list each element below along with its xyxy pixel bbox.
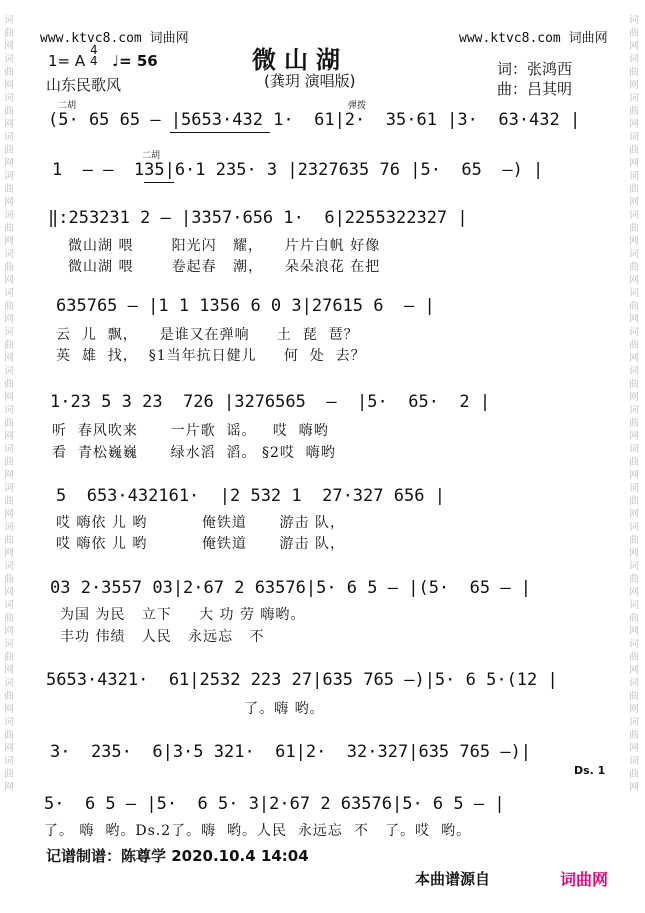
- score-row-7: 03 2·3557 03|2·67 2 63576|5· 6 5 — |(5· 65 — |: [50, 578, 532, 598]
- sidebar-watermark-left: 词曲网词曲网词曲网词曲网词曲网词曲网词曲网词曲网词曲网词曲网词曲网词曲网词曲网词曲网词曲网词曲网词曲网词曲网词曲网词曲网: [4, 15, 14, 793]
- lyrics-row-3-verse-1: 微山湖 喂 阳光闪 耀， 片片白帆 好像: [68, 238, 381, 254]
- time-sig-top: 4: [90, 43, 98, 57]
- mark-erhu-1: 二胡: [58, 101, 77, 111]
- page-subtitle: (龚玥 演唱版): [264, 72, 356, 90]
- lyrics-row-7-verse-2: 丰功 伟绩 人民 永远忘 不: [60, 629, 265, 645]
- lyrics-row-6-verse-1: 哎 嗨依 儿 哟 俺铁道 游击 队，: [56, 515, 346, 531]
- staff-underline-1: [170, 132, 270, 133]
- score-row-9: 3· 235· 6|3·5 321· 61|2· 32·327|635 765 —)|: [50, 742, 532, 762]
- lyrics-row-10: 了。 嗨 哟。Ds.2了。嗨 哟。人民 永远忘 不 了。哎 哟。: [44, 823, 472, 839]
- mark-tanbo: 弹拨: [348, 101, 367, 111]
- composer: 曲：吕其明: [497, 80, 573, 98]
- source-brand[interactable]: 词曲网: [560, 870, 609, 889]
- score-row-1: (5· 65 65 — |5653·432 1· 61|2· 35·61 |3· 63·432 |: [48, 110, 581, 130]
- watermark-left: www.ktvc8.com 词曲网: [40, 31, 189, 46]
- lyrics-row-3-verse-2: 微山湖 喂 卷起春 潮， 朵朵浪花 在把: [68, 259, 381, 275]
- key-signature: [48, 52, 85, 70]
- lyrics-row-5-verse-2: 看 青松巍巍 绿水滔 滔。 §2哎 嗨哟: [52, 445, 336, 461]
- watermark-right: www.ktvc8.com 词曲网: [459, 31, 608, 46]
- lyrics-row-4-verse-1: 云 儿 飘， 是谁又在弹响 土 琵 琶？: [56, 327, 359, 343]
- score-row-5: 1·23 5 3 23 726 |3276565 — |5· 65· 2 |: [50, 392, 491, 412]
- lyrics-row-5-verse-1: 听 春风吹来 一片歌 谣。 哎 嗨哟: [52, 423, 329, 439]
- lyricist: 词：张鸿西: [497, 60, 573, 78]
- score-row-4: 635765 — |1 1 1356 6 0 3|27615 6 — |: [56, 296, 435, 316]
- score-row-10: 5· 6 5 — |5· 6 5· 3|2·67 2 63576|5· 6 5 — |: [44, 794, 505, 814]
- score-row-2: 1 — — 135|6·1 235· 3 |2327635 76 |5· 65 —) |: [52, 160, 544, 180]
- page-title: 微山湖: [252, 45, 348, 74]
- mark-erhu-2: 二胡: [142, 151, 161, 161]
- time-sig-bottom: 4: [90, 54, 98, 68]
- mark-ds1: Ds. 1: [574, 764, 606, 777]
- time-signature: [90, 45, 98, 67]
- lyrics-row-4-verse-2: 英 雄 找， §1当年抗日健儿 何 处 去？: [56, 348, 366, 364]
- lyrics-row-7-verse-1: 为国 为民 立下 大 功 劳 嗨哟。: [60, 607, 306, 623]
- sidebar-watermark-right: 词曲网词曲网词曲网词曲网词曲网词曲网词曲网词曲网词曲网词曲网词曲网词曲网词曲网词曲网词曲网词曲网词曲网词曲网词曲网词曲网: [629, 15, 639, 793]
- lyrics-row-6-verse-2: 哎 嗨依 儿 哟 俺铁道 游击 队，: [56, 536, 346, 552]
- source-label: 本曲谱源自: [415, 870, 491, 888]
- tempo: ♩= 56: [112, 52, 158, 70]
- lyrics-row-8: 了。嗨 哟。: [48, 701, 325, 717]
- score-row-3: ‖:253231 2 — |3357·656 1· 6|2255322327 |: [48, 208, 468, 228]
- transcriber-credit: 记谱制谱：陈尊学 2020.10.4 14:04: [46, 847, 309, 865]
- key: 1= A: [48, 52, 86, 70]
- score-row-8: 5653·4321· 61|2532 223 27|635 765 —)|5· 6 5·(12 |: [46, 670, 558, 690]
- staff-underline-2: [144, 182, 174, 183]
- score-row-6: 5 653·432161· |2 532 1 27·327 656 |: [56, 486, 445, 506]
- style-label: 山东民歌风: [46, 76, 122, 94]
